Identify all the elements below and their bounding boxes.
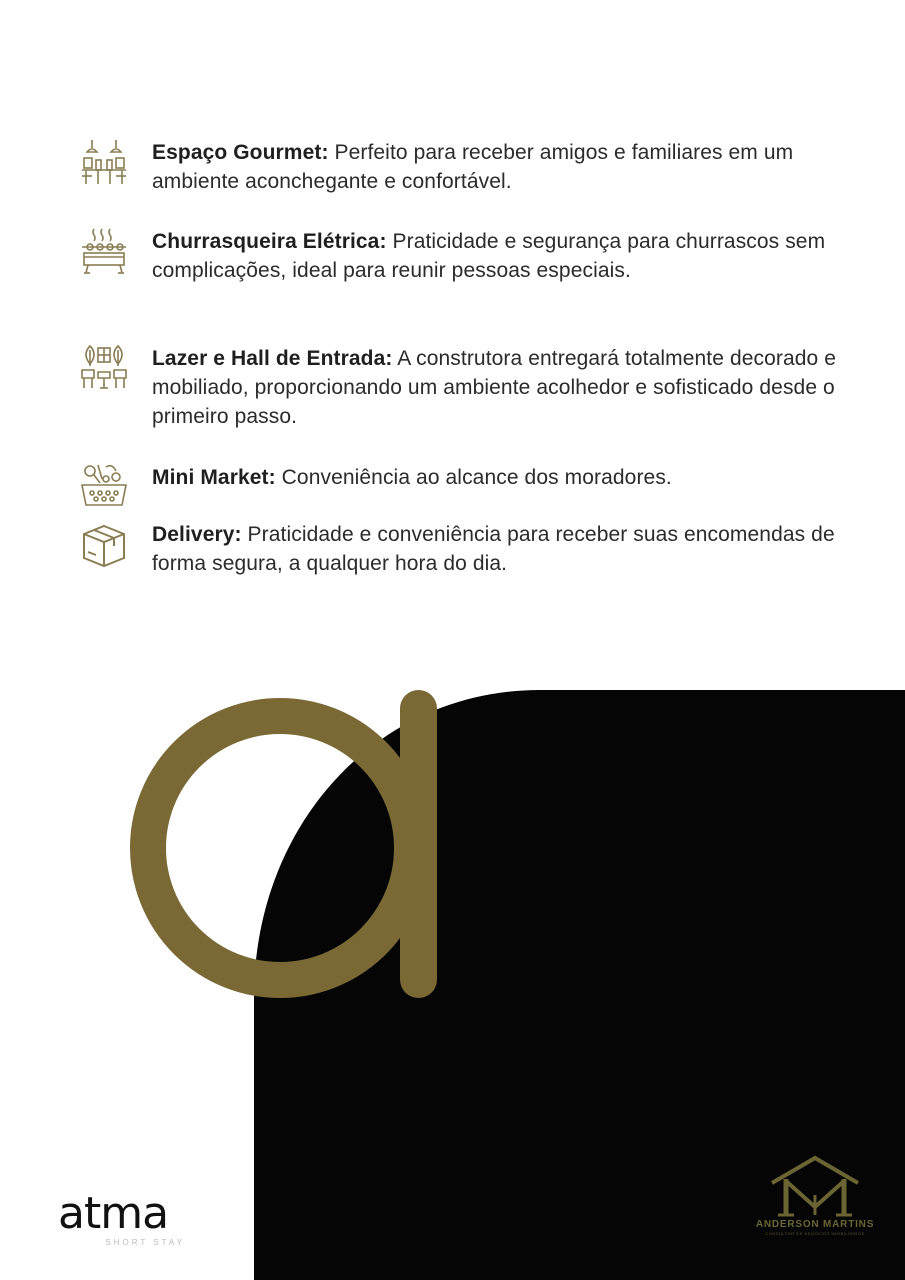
atma-logo — [58, 1188, 193, 1247]
realtor-tagline: CONSULTOR DE NEGÓCIOS IMOBILIÁRIOS — [765, 1231, 865, 1236]
atma-wordmark: atma — [58, 1188, 169, 1239]
lounge-hall-icon — [78, 344, 136, 396]
electric-grill-icon — [78, 227, 136, 279]
feature-title: Mini Market: — [152, 466, 276, 489]
feature-churrasqueira — [78, 227, 838, 285]
package-box-icon — [78, 520, 136, 572]
dining-table-icon — [78, 138, 136, 190]
feature-mini-market — [78, 461, 838, 513]
feature-delivery — [78, 520, 838, 578]
feature-title: Espaço Gourmet: — [152, 141, 329, 164]
feature-description: Praticidade e conveniência para receber suas encomendas de forma segura, a qualquer hora do dia. — [152, 523, 835, 575]
realtor-name: ANDERSON MARTINS — [755, 1219, 875, 1230]
atma-subtitle: SHORT STAY — [105, 1238, 185, 1247]
feature-title: Churrasqueira Elétrica: — [152, 230, 387, 253]
house-m-logo-icon — [768, 1155, 862, 1217]
feature-description: Praticidade e segurança para churrascos sem complicações, ideal para reunir pessoas especiais. — [152, 230, 826, 282]
feature-espaco-gourmet — [78, 138, 838, 196]
grocery-basket-icon — [78, 461, 136, 513]
feature-lazer-hall — [78, 344, 838, 431]
feature-description: Conveniência ao alcance dos moradores. — [275, 466, 672, 489]
feature-description: A construtora entregará totalmente decorado e mobiliado, proporcionando um ambiente acolhedor e sofisticado desde o primeiro passo. — [152, 347, 837, 428]
feature-title: Delivery: — [152, 523, 242, 546]
feature-title: Lazer e Hall de Entrada: — [152, 347, 393, 370]
feature-description: Perfeito para receber amigos e familiares em um ambiente aconchegante e confortável. — [152, 141, 794, 193]
anderson-martins-logo — [740, 1155, 890, 1236]
